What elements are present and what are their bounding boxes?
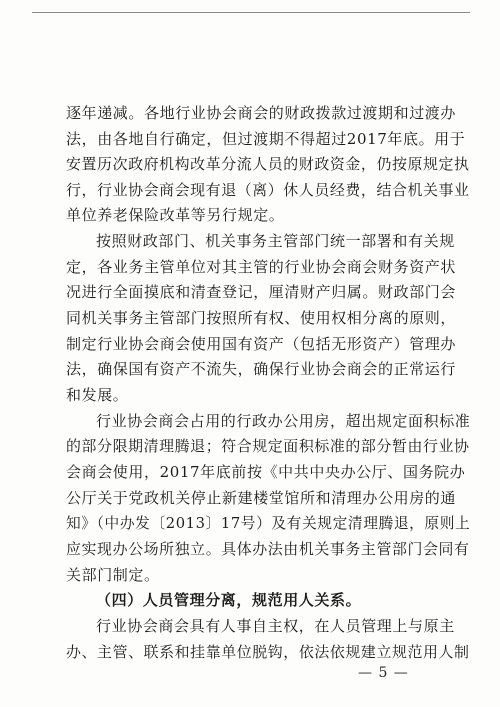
- body-line: 制定行业协会商会使用国有资产（包括无形资产）管理办: [66, 335, 457, 353]
- body-line: 法，由各地自行确定，但过渡期不得超过2017年底。用于: [66, 130, 466, 148]
- body-line: 同机关事务主管部门按照所有权、使用权相分离的原则，: [66, 309, 457, 327]
- body-line: 单位养老保险改革等另行规定。: [66, 206, 285, 224]
- body-line: 安置历次政府机构改革分流人员的财政资金，仍按原规定执: [66, 155, 470, 173]
- body-line: 应实现办公场所独立。具体办法由机关事务主管部门会同有: [66, 540, 470, 558]
- body-line: 按照财政部门、机关事务主管部门统一部署和有关规: [96, 232, 455, 250]
- body-line: 办、主管、联系和挂靠单位脱钩，依法依规建立规范用人制: [66, 643, 470, 661]
- body-line: 会商会使用，2017年底前按《中共中央办公厅、国务院办: [66, 463, 466, 481]
- section-heading: （四）人员管理分离，规范用人关系。: [96, 591, 362, 609]
- body-line: 公厅关于党政机关停止新建楼堂馆所和清理办公用房的通: [66, 489, 457, 507]
- body-line: 逐年递减。各地行业协会商会的财政拨款过渡期和过渡办: [66, 104, 457, 122]
- body-line: 法，确保国有资产不流失，确保行业协会商会的正常运行: [66, 360, 457, 378]
- body-line: 况进行全面摸底和清查登记，厘清财产归属。财政部门会: [66, 283, 457, 301]
- body-line: 和发展。: [66, 386, 129, 404]
- body-line: 定，各业务主管单位对其主管的行业协会商会财务资产状: [66, 258, 457, 276]
- body-line: 的部分限期清理腾退；符合规定面积标准的部分暂由行业协: [66, 437, 470, 455]
- page-number: — 5 —: [358, 665, 409, 681]
- body-line: 行，行业协会商会现有退（离）休人员经费，结合机关事业: [66, 181, 470, 199]
- body-line: 行业协会商会占用的行政办公用房，超出规定面积标准: [96, 412, 471, 430]
- body-line: 关部门制定。: [66, 566, 160, 584]
- body-line: 知》（中办发〔2013〕17号）及有关规定清理腾退，原则上: [66, 514, 471, 532]
- body-line: 行业协会商会具有人事自主权，在人员管理上与原主: [96, 617, 455, 635]
- top-rule: [32, 12, 470, 13]
